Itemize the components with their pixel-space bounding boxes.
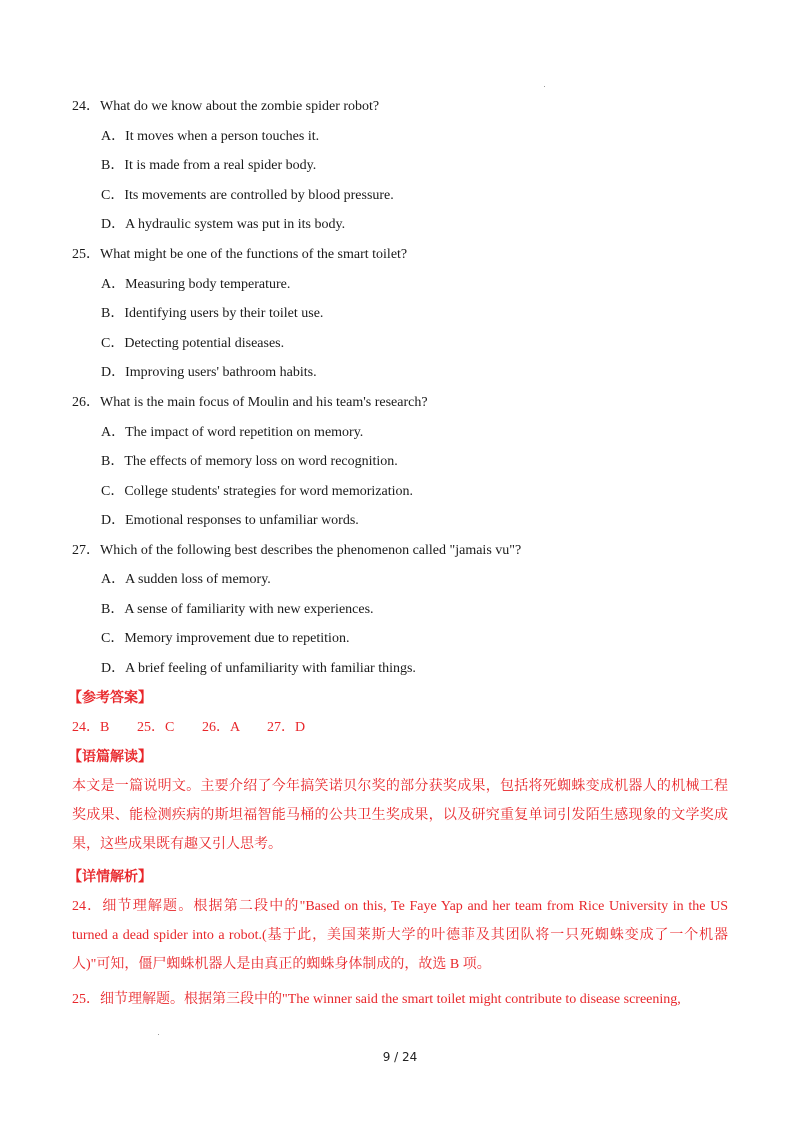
question-24-option-a: A．It moves when a person touches it.	[101, 129, 320, 144]
question-24-option-d: D．A hydraulic system was put in its body.	[101, 217, 346, 232]
question-25-stem: 25．What might be one of the functions of the smart toilet?	[72, 247, 408, 262]
detailed-analysis-heading: 【详情解析】	[68, 870, 152, 885]
scan-dot	[158, 1034, 159, 1035]
answer-24: 24．B	[72, 720, 110, 735]
question-25-option-d: D．Improving users' bathroom habits.	[101, 365, 317, 380]
detailed-analysis-25: 25．细节理解题。根据第三段中的"The winner said the smart toilet might contribute to disease screening,	[72, 992, 681, 1007]
passage-analysis-heading: 【语篇解读】	[68, 750, 152, 765]
answer-27: 27．D	[267, 720, 306, 735]
question-27-option-d: D．A brief feeling of unfamiliarity with familiar things.	[101, 661, 416, 676]
answer-25: 25．C	[137, 720, 175, 735]
question-27-option-a: A．A sudden loss of memory.	[101, 572, 271, 587]
question-26-option-b: B．The effects of memory loss on word recognition.	[101, 454, 398, 469]
question-27-option-c: C．Memory improvement due to repetition.	[101, 631, 350, 646]
question-24-stem: 24．What do we know about the zombie spider robot?	[72, 99, 380, 114]
question-25-option-c: C．Detecting potential diseases.	[101, 336, 285, 351]
question-27-option-b: B．A sense of familiarity with new experiences.	[101, 602, 374, 617]
question-24-option-c: C．Its movements are controlled by blood pressure.	[101, 188, 394, 203]
detailed-analysis-24: 24．细节理解题。根据第二段中的"Based on this, Te Faye Yap and her team from Rice University in the US turned a dead spider into a robot.(基于此，美国莱斯大学的叶德菲及其团队将一只死蜘蛛变成了一个机器人)"可知，僵尸蜘蛛机器人是由真正的蜘蛛身体制成的，故选 B 项。	[72, 899, 728, 972]
question-26-option-d: D．Emotional responses to unfamiliar words.	[101, 513, 359, 528]
answer-key-heading: 【参考答案】	[68, 691, 152, 706]
question-25-option-b: B．Identifying users by their toilet use.	[101, 306, 324, 321]
scan-dot	[544, 86, 545, 87]
question-26-option-a: A．The impact of word repetition on memory.	[101, 425, 364, 440]
answer-26: 26．A	[202, 720, 241, 735]
page-number: 9 / 24	[382, 1050, 418, 1064]
question-25-option-a: A．Measuring body temperature.	[101, 277, 291, 292]
question-27-stem: 27．Which of the following best describes the phenomenon called "jamais vu"?	[72, 543, 522, 558]
answer-key-list	[72, 719, 327, 737]
question-26-stem: 26．What is the main focus of Moulin and his team's research?	[72, 395, 428, 410]
question-26-option-c: C．College students' strategies for word memorization.	[101, 484, 414, 499]
passage-analysis-text: 本文是一篇说明文。主要介绍了今年搞笑诺贝尔奖的部分获奖成果，包括将死蜘蛛变成机器人的机械工程奖成果、能检测疾病的斯坦福智能马桶的公共卫生奖成果，以及研究重复单词引发陌生感现象的文学奖成果，这些成果既有趣又引人思考。	[72, 779, 728, 852]
question-24-option-b: B．It is made from a real spider body.	[101, 158, 317, 173]
